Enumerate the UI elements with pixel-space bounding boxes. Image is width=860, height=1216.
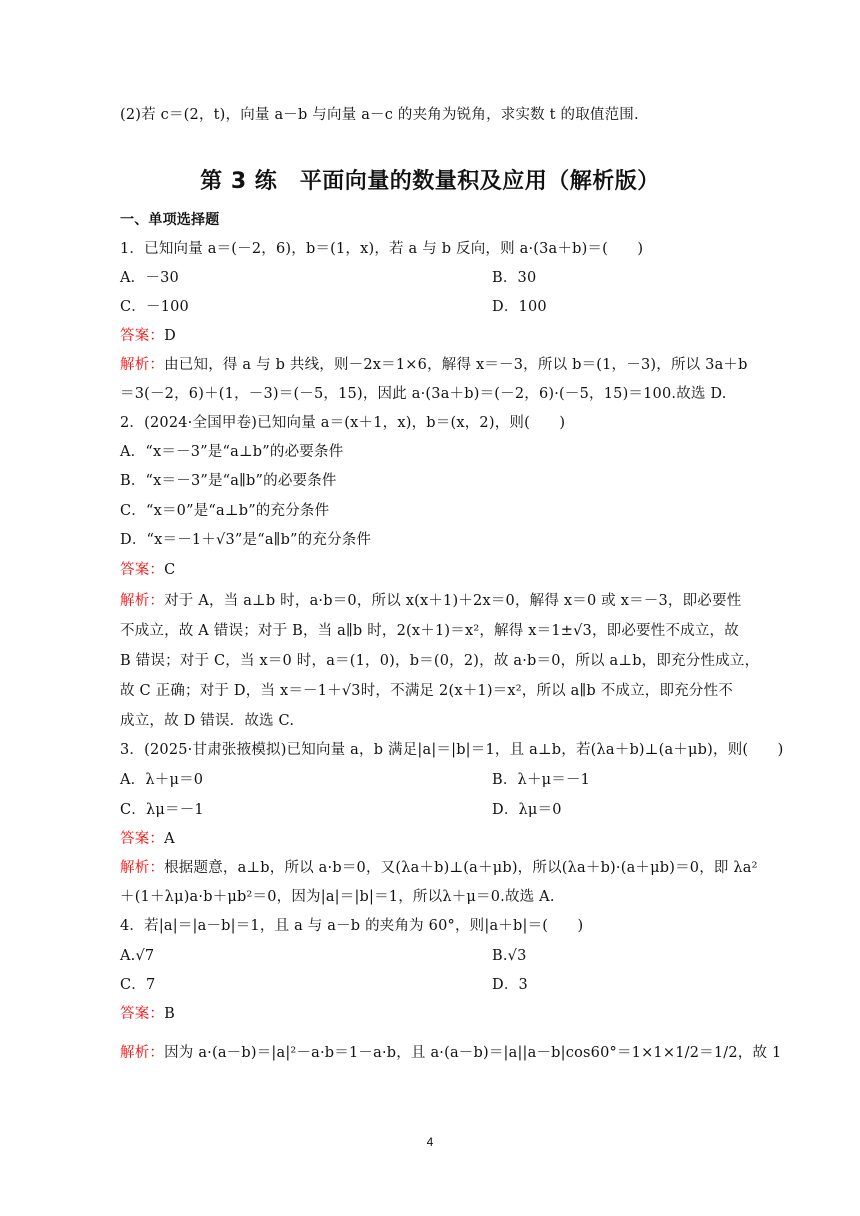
q3-option-b: B．λ＋μ＝－1 — [492, 772, 591, 788]
q3-answer-value: A — [164, 831, 175, 847]
analysis-label: 解析： — [120, 1045, 165, 1061]
q1-analysis-line2: ＝3(－2，6)＋(1，－3)＝(－5，15)，因此 a·(3a＋b)＝(－2，6)·(－5，15)＝100.故选 D. — [120, 386, 727, 402]
q3-options-row2 — [120, 800, 744, 820]
q2-stem: 2．(2024·全国甲卷)已知向量 a＝(x＋1，x)，b＝(x，2)，则( ) — [120, 415, 566, 431]
q2-option-d: D．“x＝－1＋√3”是“a∥b”的充分条件 — [120, 532, 372, 548]
q1-stem: 1．已知向量 a＝(－2，6)，b＝(1，x)，若 a 与 b 反向，则 a·(3a＋b)＝( ) — [120, 241, 644, 257]
q2-answer-value: C — [164, 562, 176, 578]
q3-analysis-line2: ＋(1＋λμ)a·b＋μb²＝0，因为|a|＝|b|＝1，所以λ＋μ＝0.故选 A. — [120, 889, 555, 905]
q3-option-c: C．λμ＝－1 — [120, 802, 204, 818]
q4-options-row2 — [120, 975, 744, 995]
q4-stem: 4．若|a|＝|a－b|＝1，且 a 与 a－b 的夹角为 60°，则|a＋b|＝( ) — [120, 918, 584, 934]
q3-stem: 3．(2025·甘肃张掖模拟)已知向量 a，b 满足|a|＝|b|＝1，且 a⊥b，若(λa＋b)⊥(a＋μb)，则( ) — [120, 742, 784, 758]
q2-option-c: C．“x＝0”是“a⊥b”的充分条件 — [120, 503, 330, 519]
section-heading: 一、单项选择题 — [120, 212, 220, 228]
answer-label: 答案： — [120, 328, 165, 344]
q4-option-c: C．7 — [120, 977, 156, 993]
q4-options-row1 — [120, 946, 744, 966]
answer-label: 答案： — [120, 831, 165, 847]
q3-option-d: D．λμ＝0 — [492, 802, 562, 818]
q4-option-d: D．3 — [492, 977, 528, 993]
page-title: 第 3 练 平面向量的数量积及应用（解析版） — [200, 169, 660, 194]
q4-analysis-text1: 因为 a·(a－b)＝|a|²－a·b＝1－a·b，且 a·(a－b)＝|a||a－b|cos60°＝1×1×1/2＝1/2，故 1 — [164, 1045, 782, 1061]
q4-answer — [120, 1004, 744, 1024]
page-number: 4 — [426, 1135, 434, 1149]
previous-question-text: (2)若 c＝(2，t)，向量 a－b 与向量 a－c 的夹角为锐角，求实数 t 的取值范围. — [120, 107, 639, 123]
q2-analysis-line1 — [120, 591, 744, 611]
q2-option-a: A．“x＝－3”是“a⊥b”的必要条件 — [120, 444, 344, 460]
q1-answer — [120, 326, 744, 346]
q4-analysis-line1 — [120, 1043, 782, 1063]
q2-analysis-line4: 故 C 正确；对于 D，当 x＝－1＋√3时，不满足 2(x＋1)＝x²，所以 a∥b 不成立，即充分性不 — [120, 683, 734, 699]
q1-options-row2 — [120, 297, 744, 317]
analysis-label: 解析： — [120, 860, 165, 876]
q4-answer-value: B — [164, 1006, 175, 1022]
q2-analysis-line5: 成立，故 D 错误．故选 C. — [120, 713, 295, 729]
q3-option-a: A．λ＋μ＝0 — [120, 772, 204, 788]
q1-options-row1 — [120, 268, 744, 288]
q3-answer — [120, 829, 744, 849]
analysis-label: 解析： — [120, 357, 165, 373]
q4-option-a: A.√7 — [120, 948, 155, 964]
q3-options-row1 — [120, 770, 744, 790]
q2-analysis-line2: 不成立，故 A 错误；对于 B，当 a∥b 时，2(x＋1)＝x²，解得 x＝1±√3，即必要性不成立，故 — [120, 623, 739, 639]
q4-option-b: B.√3 — [492, 948, 527, 964]
q2-answer — [120, 560, 744, 580]
answer-label: 答案： — [120, 1006, 165, 1022]
q3-analysis-line1 — [120, 858, 758, 878]
q1-answer-value: D — [164, 328, 176, 344]
q1-option-d: D．100 — [492, 299, 547, 315]
q2-analysis-text1: 对于 A，当 a⊥b 时，a·b＝0，所以 x(x＋1)＋2x＝0，解得 x＝0 或 x＝－3，即必要性 — [164, 593, 742, 609]
q3-analysis-text1: 根据题意，a⊥b，所以 a·b＝0，又(λa＋b)⊥(a＋μb)，所以(λa＋b)·(a＋μb)＝0，即 λa² — [164, 860, 758, 876]
analysis-label: 解析： — [120, 593, 165, 609]
q1-analysis-text1: 由已知，得 a 与 b 共线，则－2x＝1×6，解得 x＝－3，所以 b＝(1，－3)，所以 3a＋b — [164, 357, 748, 373]
q2-option-b: B．“x＝－3”是“a∥b”的必要条件 — [120, 473, 337, 489]
q2-analysis-line3: B 错误；对于 C，当 x＝0 时，a＝(1，0)，b＝(0，2)，故 a·b＝0，所以 a⊥b，即充分性成立， — [120, 653, 760, 669]
q1-analysis-line1 — [120, 355, 748, 375]
q1-option-b: B．30 — [492, 270, 537, 286]
answer-label: 答案： — [120, 562, 165, 578]
q1-option-a: A．－30 — [120, 270, 179, 286]
q1-option-c: C．－100 — [120, 299, 189, 315]
